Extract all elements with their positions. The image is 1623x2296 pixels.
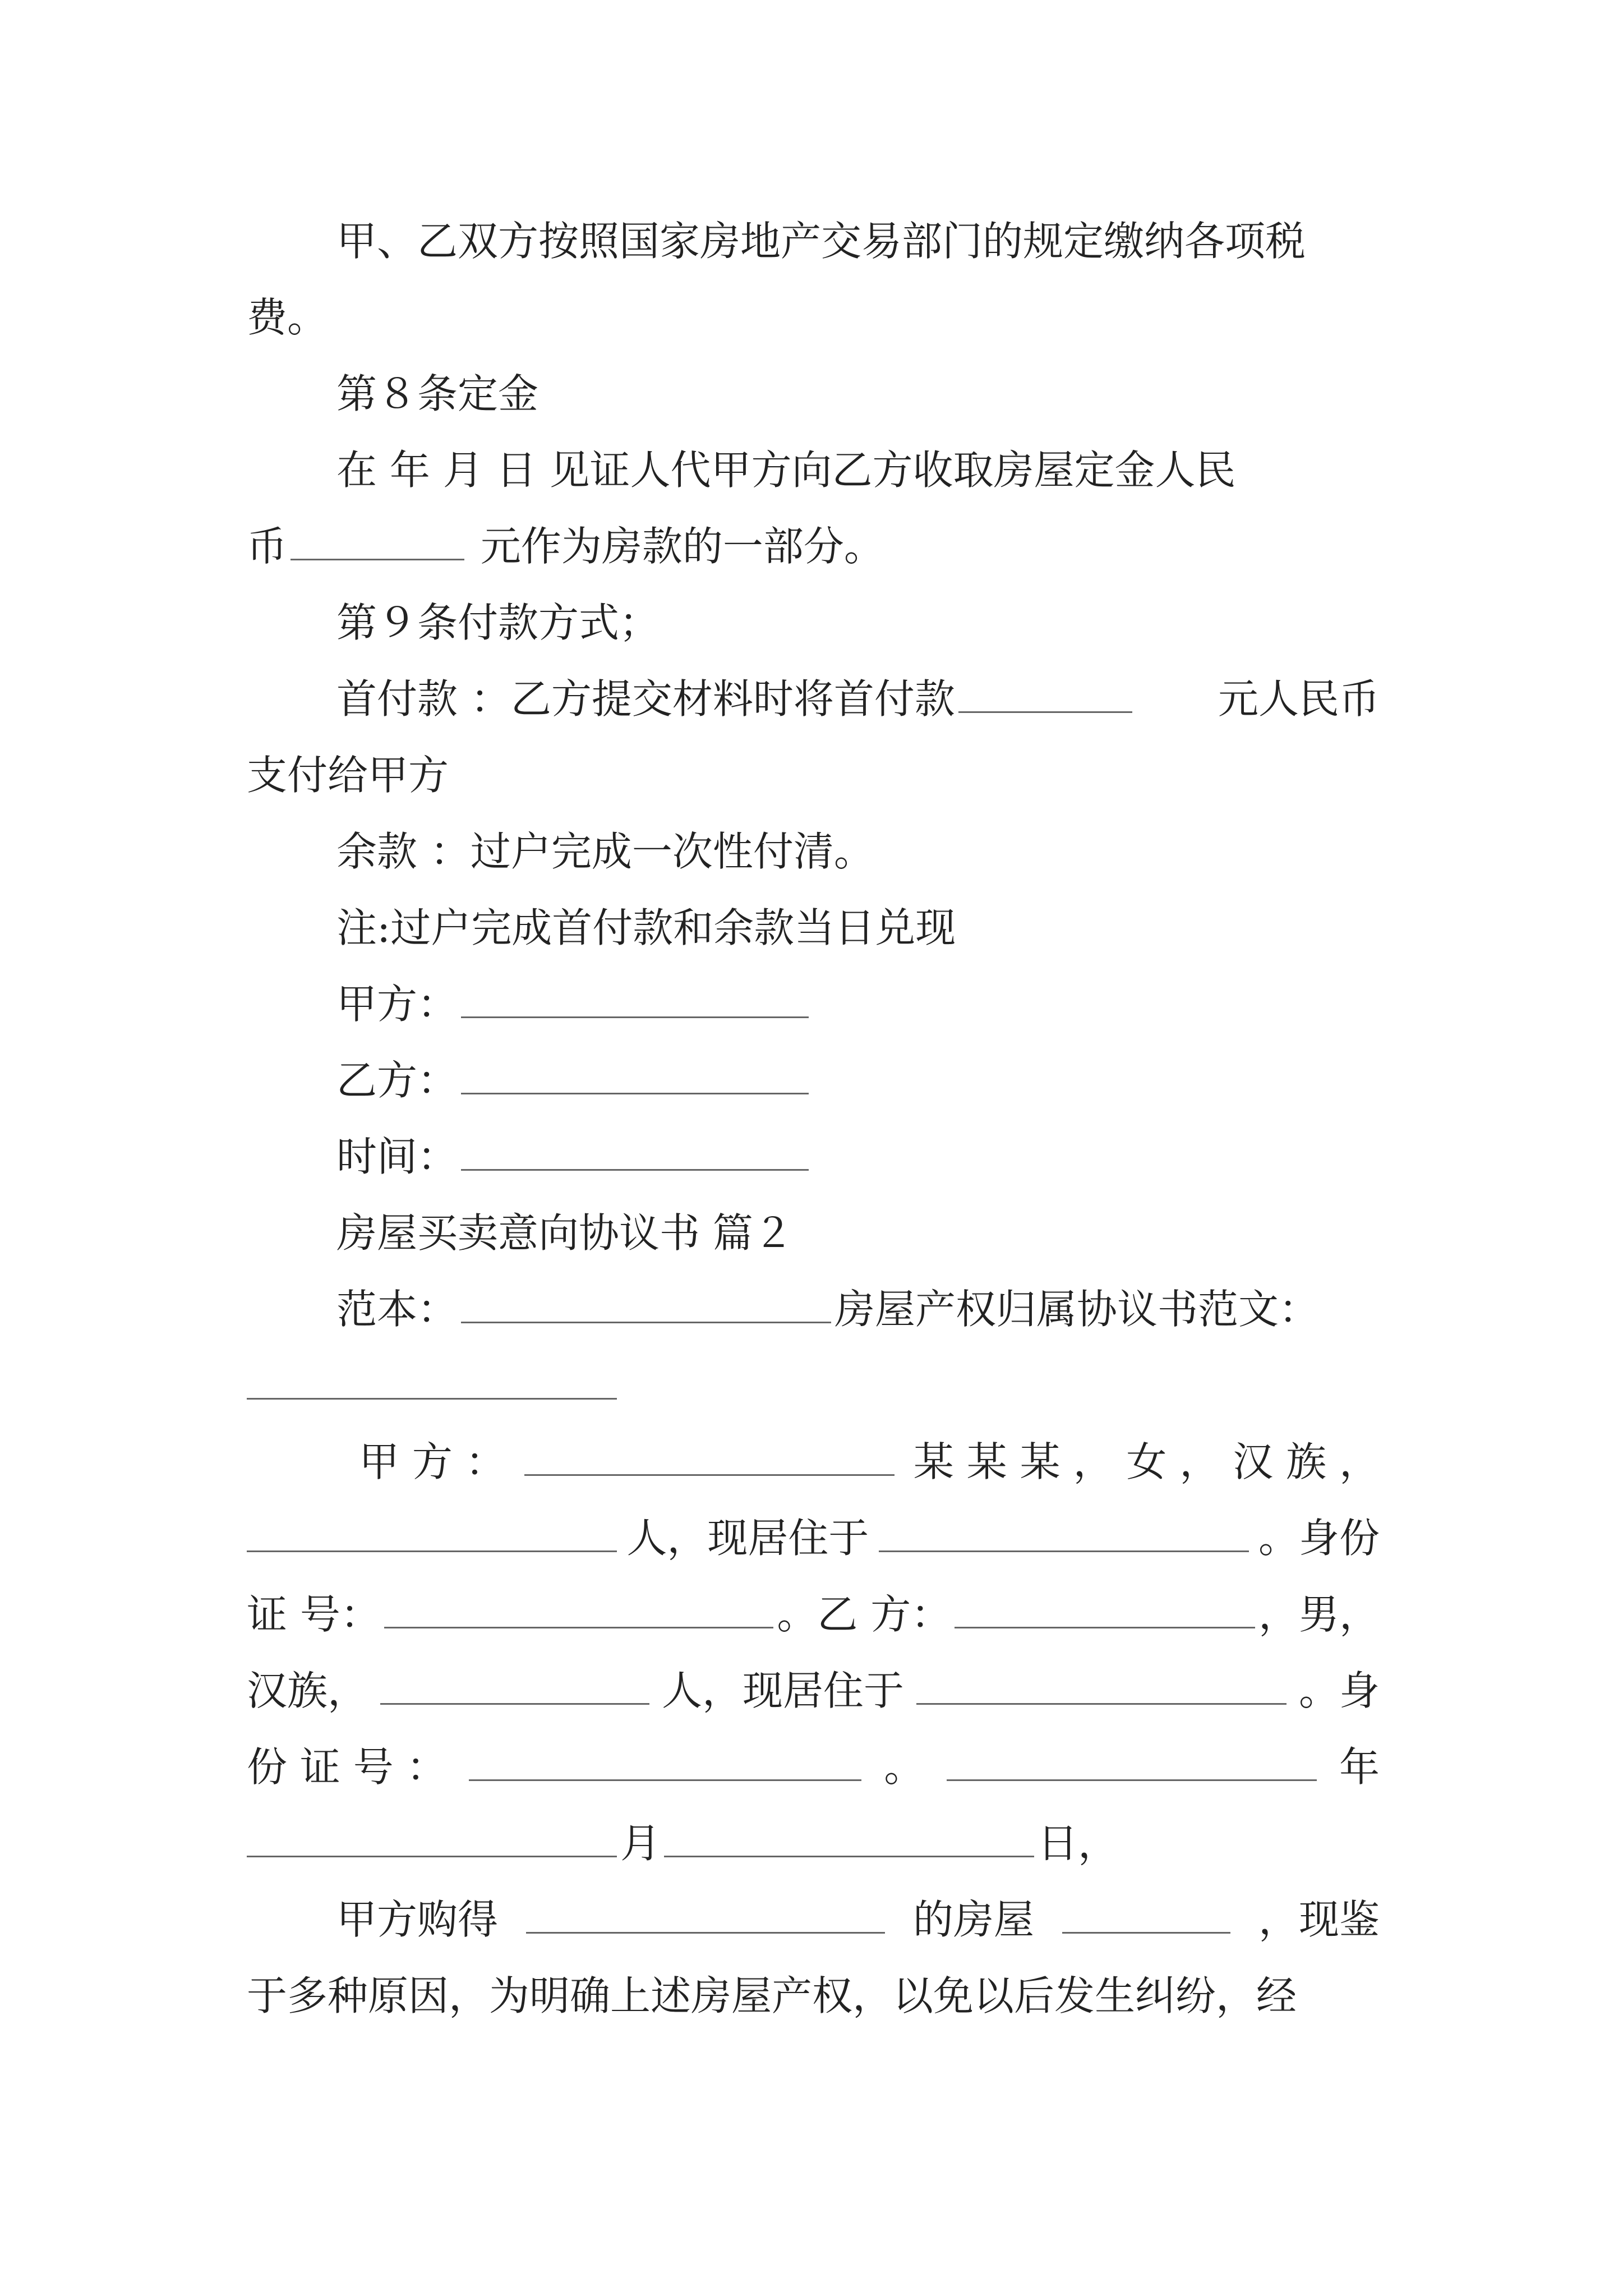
template-line-2: [247, 1347, 1380, 1424]
party-a-origin-blank[interactable]: [247, 1516, 617, 1552]
signature-party-b: [247, 1042, 1380, 1119]
label-party-a-info: 甲 方 ：: [359, 1438, 506, 1485]
deposit-amount-blank[interactable]: [291, 524, 464, 560]
text-ethnicity-b: 汉族，: [247, 1667, 368, 1714]
article-9-heading: [247, 585, 1380, 661]
purchase-line-1: [247, 1881, 1380, 1958]
down-payment-line-2: [247, 737, 1380, 813]
party-a-address-blank[interactable]: [879, 1516, 1249, 1552]
text-rmb: 元人民币: [1218, 675, 1380, 723]
party-b-signature-blank[interactable]: [461, 1058, 809, 1094]
article-8-heading: [247, 356, 1380, 432]
note-line: [247, 890, 1380, 966]
text-house: 的房屋: [912, 1896, 1034, 1943]
text-deposit-2: 元作为房款的一部分。: [480, 523, 884, 570]
deposit-line-1: [247, 432, 1380, 508]
label-id-b: 份 证 号 ：: [247, 1743, 447, 1791]
party-a-info-line-1: [247, 1424, 1380, 1500]
text-year: 年: [1339, 1743, 1380, 1791]
text-period: 。: [884, 1743, 925, 1791]
label-party-b-info: 。乙 方：: [777, 1591, 952, 1638]
text-down-payment: 首付款 ：乙方提交材料时将首付款: [336, 675, 955, 723]
down-payment-line-1: [247, 661, 1380, 737]
section-2-heading: [247, 1195, 1380, 1271]
day-blank[interactable]: [664, 1821, 1034, 1857]
text-purchase: 甲方购得: [336, 1896, 499, 1943]
signature-time: [247, 1119, 1380, 1195]
text-reside-a: 人，现居住于: [626, 1515, 869, 1562]
text-id-a-start: 。身份: [1258, 1515, 1380, 1562]
party-a-id-blank[interactable]: [384, 1592, 773, 1628]
paragraph-tax-line-2: [247, 279, 1380, 356]
house-location-blank[interactable]: [1062, 1897, 1230, 1934]
text-reside-b: 人，现居住于: [661, 1667, 904, 1714]
template-line: [247, 1271, 1380, 1347]
date-line: [247, 1805, 1380, 1881]
text-reasons: 于多种原因，为明确上述房屋产权，以免以后发生纠纷，经: [247, 1972, 1297, 2019]
deposit-line-2: [247, 508, 1380, 585]
text-pay-to-a: 支付给甲方: [247, 752, 449, 799]
text-party-a-desc: 某 某 某 ， 女 ， 汉 族 ，: [913, 1438, 1380, 1485]
party-b-origin-blank[interactable]: [380, 1668, 649, 1705]
month-blank[interactable]: [247, 1821, 617, 1857]
text-party-b-desc: ，男，: [1258, 1591, 1380, 1638]
purchase-line-2: [247, 1958, 1380, 2034]
text-balance: 余款 ：过户完成一次性付清。: [336, 828, 874, 875]
down-payment-blank[interactable]: [958, 677, 1132, 713]
text-section-2: 房屋买卖意向协议书 篇２: [336, 1209, 794, 1257]
document-body: [247, 203, 1380, 2034]
label-party-b: 乙方：: [336, 1057, 458, 1104]
text-in-view: ，现鉴: [1258, 1896, 1380, 1943]
party-b-id-blank[interactable]: [469, 1745, 861, 1781]
party-a-signature-blank[interactable]: [461, 982, 809, 1018]
party-b-info-line-1: [247, 1653, 1380, 1729]
text-deposit-1: 在 年 月 日 见证人代甲方向乙方收取房屋定金人民: [336, 447, 1236, 494]
balance-line: [247, 813, 1380, 890]
template-title-blank[interactable]: [247, 1363, 617, 1400]
party-b-address-blank[interactable]: [916, 1668, 1287, 1705]
year-blank[interactable]: [947, 1745, 1317, 1781]
paragraph-tax-line-1: [247, 203, 1380, 279]
text-ownership-agreement: 房屋产权归属协议书范文：: [834, 1286, 1320, 1333]
purchase-date-blank[interactable]: [526, 1897, 885, 1934]
party-b-info-line-2: [247, 1729, 1380, 1805]
party-a-info-line-3: [247, 1576, 1380, 1653]
party-a-name-blank[interactable]: [524, 1439, 895, 1476]
template-blank[interactable]: [461, 1287, 831, 1323]
party-b-name-blank[interactable]: [955, 1592, 1255, 1628]
text-tax-2: 费。: [247, 294, 328, 341]
label-time: 时间：: [336, 1133, 458, 1180]
signature-party-a: [247, 966, 1380, 1042]
text-day: 日，: [1038, 1820, 1119, 1867]
label-id-a: 证 号：: [247, 1591, 381, 1638]
text-article-8: 第８条定金: [336, 370, 539, 417]
text-note: 注:过户完成首付款和余款当日兑现: [336, 904, 956, 951]
text-currency: 币: [247, 523, 288, 570]
text-id-b-start: 。身: [1298, 1667, 1380, 1714]
text-month: 月: [620, 1820, 661, 1867]
label-party-a: 甲方：: [336, 981, 458, 1028]
text-article-9: 第９条付款方式；: [336, 599, 660, 646]
party-a-info-line-2: [247, 1500, 1380, 1576]
text-tax-1: 甲、乙双方按照国家房地产交易部门的规定缴纳各项税: [336, 218, 1306, 265]
label-template: 范本：: [336, 1286, 458, 1333]
time-blank[interactable]: [461, 1134, 809, 1171]
